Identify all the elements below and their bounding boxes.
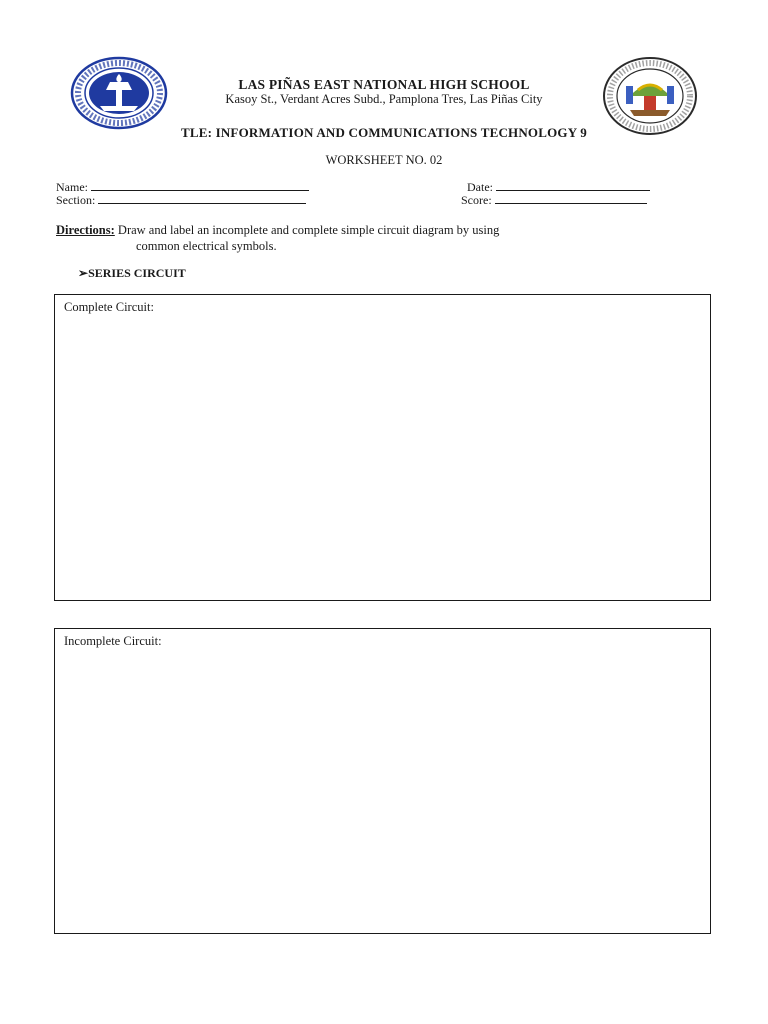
score-line[interactable] bbox=[495, 193, 647, 204]
directions-text-line1: Draw and label an incomplete and complete simple circuit diagram by using bbox=[117, 223, 500, 237]
series-circuit-title: SERIES CIRCUIT bbox=[88, 266, 186, 280]
name-label: Name: bbox=[56, 180, 88, 194]
school-name: LAS PIÑAS EAST NATIONAL HIGH SCHOOL bbox=[238, 77, 530, 92]
score-field bbox=[461, 193, 647, 208]
date-line[interactable] bbox=[496, 180, 650, 191]
school-address: Kasoy St., Verdant Acres Subd., Pamplona Tres, Las Piñas City bbox=[225, 92, 543, 106]
directions bbox=[56, 222, 616, 254]
directions-text-line2: common electrical symbols. bbox=[136, 239, 277, 253]
incomplete-circuit-box[interactable] bbox=[54, 628, 711, 934]
incomplete-circuit-label: Incomplete Circuit: bbox=[64, 634, 162, 648]
complete-circuit-box[interactable] bbox=[54, 294, 711, 601]
section-field bbox=[56, 193, 306, 208]
section-line[interactable] bbox=[98, 193, 306, 204]
date-label: Date: bbox=[467, 180, 493, 194]
subject-title: TLE: INFORMATION AND COMMUNICATIONS TECHNOLOGY 9 bbox=[180, 125, 587, 140]
worksheet-number: WORKSHEET NO. 02 bbox=[325, 153, 443, 167]
section-label: Section: bbox=[56, 193, 96, 207]
series-circuit-heading bbox=[78, 266, 186, 281]
directions-label: Directions: bbox=[56, 223, 115, 237]
name-line[interactable] bbox=[91, 180, 309, 191]
complete-circuit-label: Complete Circuit: bbox=[64, 300, 154, 314]
arrow-bullet-icon: ➢ bbox=[78, 266, 89, 280]
score-label: Score: bbox=[461, 193, 492, 207]
